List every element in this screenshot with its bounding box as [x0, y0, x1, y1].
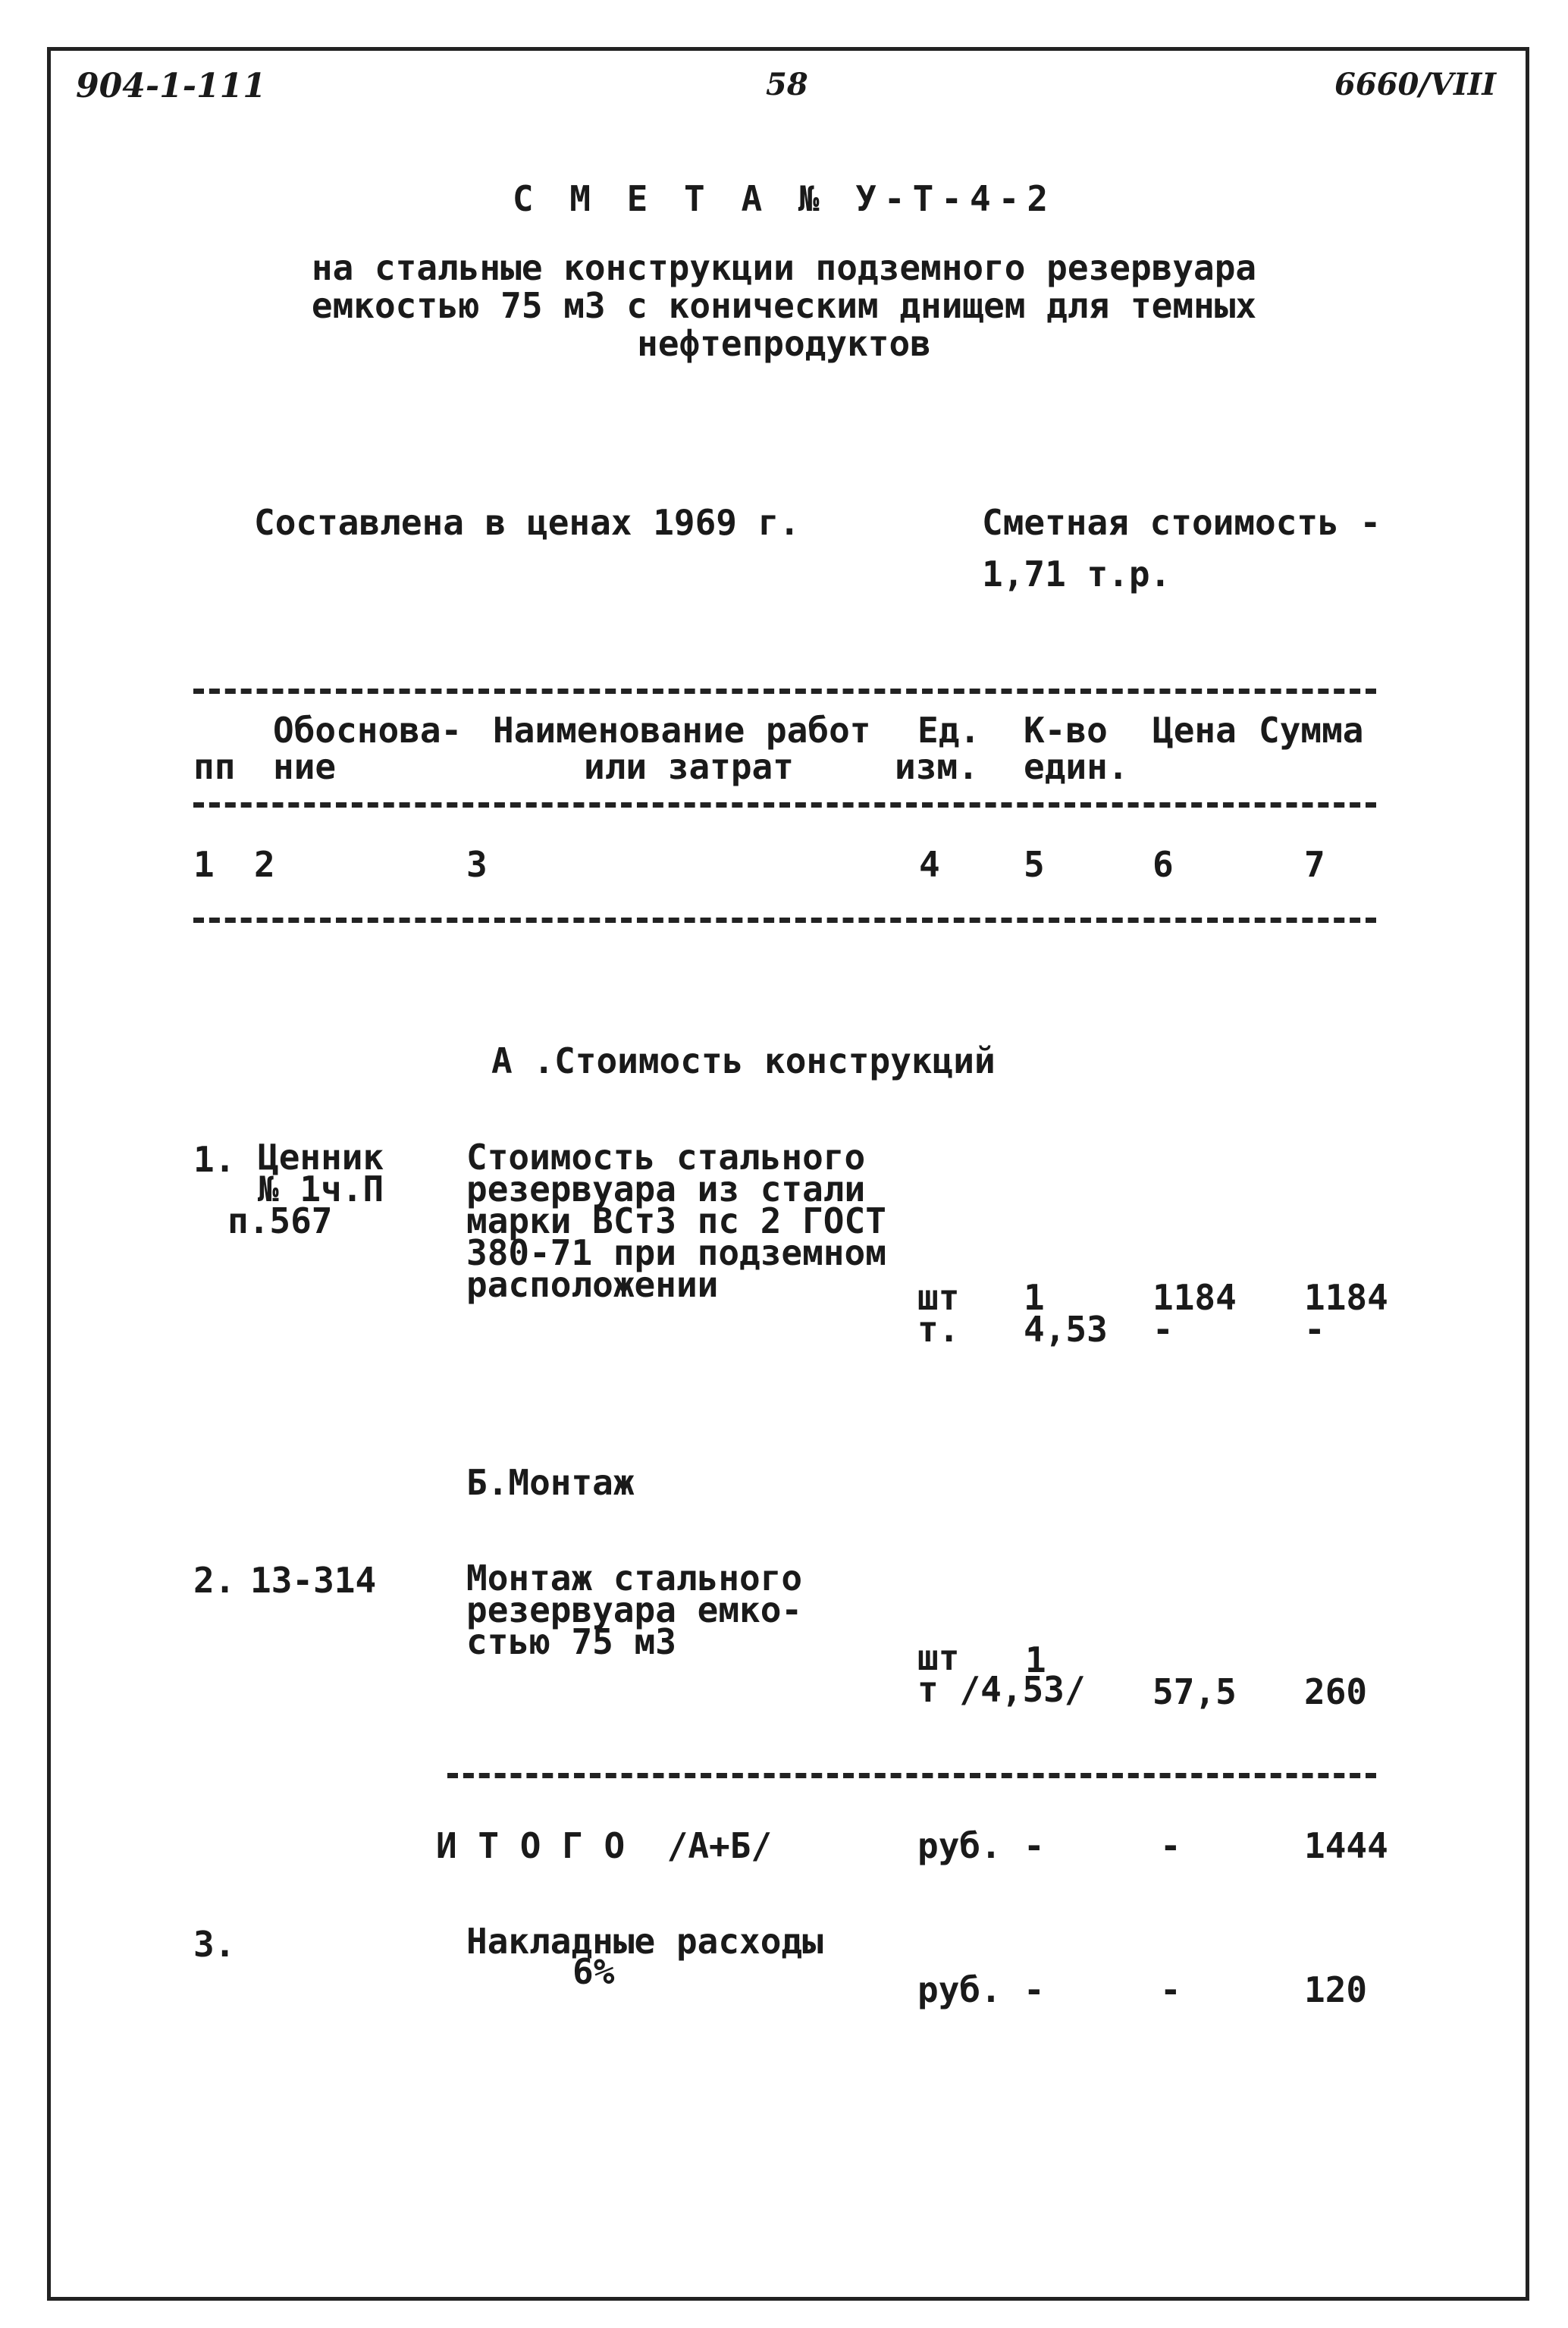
total-price: - — [1160, 1825, 1181, 1866]
col-header-qty-line: К-во — [1024, 710, 1108, 751]
row2-sum: 260 — [1304, 1671, 1368, 1712]
prices-year: Составлена в ценах 1969 г. — [254, 502, 801, 543]
section-b-title: Б.Монтаж — [466, 1462, 635, 1503]
row2-basis: 13-314 — [250, 1560, 377, 1601]
row1-sum-line: - — [1304, 1309, 1325, 1350]
row1-name-line: резервуара из стали — [466, 1169, 866, 1209]
header-rule-top — [193, 689, 1376, 694]
page-number: 58 — [766, 67, 808, 102]
col-header-num: пп — [193, 746, 236, 787]
row2-qty: 1 — [1025, 1639, 1046, 1680]
row1-price-line: - — [1152, 1309, 1174, 1350]
row1-unit — [917, 1277, 960, 1350]
row3-name — [466, 1921, 823, 1992]
col-header-qty-line: един. — [1024, 746, 1129, 787]
col-header-name — [493, 712, 871, 785]
col-header-name-line: или затрат — [584, 746, 794, 787]
col-header-basis-line: ние — [273, 746, 337, 787]
row1-unit-line: т. — [917, 1309, 960, 1350]
row3-sum: 120 — [1304, 1969, 1368, 2010]
row1-qty-line: 4,53 — [1024, 1309, 1108, 1350]
col-number: 1 — [193, 844, 215, 885]
row2-name — [466, 1558, 803, 1662]
row1-name-line: расположении — [466, 1264, 719, 1305]
row1-qty — [1024, 1277, 1108, 1350]
row1-name — [466, 1137, 886, 1305]
col-header-unit-line: Ед. — [917, 710, 981, 751]
document-code: 904-1-111 — [76, 67, 266, 105]
row1-sum-line: 1184 — [1304, 1277, 1388, 1318]
header-rule-mid — [193, 802, 1376, 808]
row1-price — [1152, 1277, 1237, 1350]
col-number: 5 — [1024, 844, 1045, 885]
total-sum: 1444 — [1304, 1825, 1388, 1866]
total-qty: - — [1024, 1825, 1045, 1866]
col-header-basis-line: Обоснова- — [273, 710, 463, 751]
row3-qty: - — [1024, 1969, 1045, 2010]
row3-name-line: Накладные расходы — [466, 1921, 823, 1962]
doc-title: С М Е Т А № У-Т-4-2 — [512, 178, 1056, 219]
row3-num: 3. — [193, 1924, 236, 1965]
row1-name-line: Стоимость стального — [466, 1137, 866, 1178]
row1-sum — [1304, 1277, 1388, 1350]
row2-unit-line: шт — [917, 1637, 960, 1678]
row1-basis-line: п.567 — [227, 1200, 333, 1241]
col-number: 6 — [1152, 844, 1174, 885]
row1-unit-line: шт — [917, 1277, 960, 1318]
col-header-qty — [1024, 712, 1128, 785]
row1-price-line: 1184 — [1152, 1277, 1237, 1318]
row3-price: - — [1160, 1969, 1181, 2010]
row3-unit: руб. — [917, 1969, 1002, 2010]
col-header-price: Цена — [1152, 710, 1237, 751]
total-rule — [447, 1773, 1376, 1778]
estimated-cost-label: Сметная стоимость - — [982, 502, 1381, 543]
row1-name-line: 380-71 при подземном — [466, 1232, 886, 1273]
row1-qty-line: 1 — [1024, 1277, 1045, 1318]
archive-ref: 6660/VIII — [1334, 67, 1497, 102]
row3-name-line: 6% — [572, 1951, 615, 1992]
row2-name-line: стью 75 м3 — [466, 1621, 676, 1662]
row1-name-line: марки ВСт3 пс 2 ГОСТ — [466, 1200, 886, 1241]
row2-price: 57,5 — [1152, 1671, 1237, 1712]
subtitle-line: емкостью 75 м3 с коническим днищем для темных — [311, 285, 1257, 326]
col-header-sum: Сумма — [1259, 710, 1364, 751]
subtitle-line: нефтепродуктов — [637, 323, 931, 364]
col-header-basis — [273, 712, 462, 785]
col-number: 7 — [1304, 844, 1325, 885]
col-number: 4 — [919, 844, 940, 885]
total-label: И Т О Г О /А+Б/ — [436, 1825, 773, 1866]
section-a-title: А .Стоимость конструкций — [491, 1040, 996, 1081]
col-header-unit — [895, 712, 980, 785]
row1-basis — [227, 1137, 384, 1241]
row1-num: 1. — [193, 1139, 236, 1180]
col-header-name-line: Наименование работ — [493, 710, 871, 751]
col-number: 2 — [254, 844, 275, 885]
total-unit: руб. — [917, 1825, 1002, 1866]
col-number: 3 — [466, 844, 488, 885]
row2-unit — [917, 1637, 1086, 1710]
doc-subtitle — [0, 249, 1568, 362]
header-rule-bottom — [193, 918, 1376, 923]
row1-basis-line: № 1ч.П — [258, 1169, 384, 1209]
row2-name-line: резервуара емко- — [466, 1589, 803, 1630]
row2-num: 2. — [193, 1560, 236, 1601]
row2-unit-line: т /4,53/ — [917, 1669, 1086, 1710]
estimated-cost-value: 1,71 т.р. — [982, 554, 1171, 595]
subtitle-line: на стальные конструкции подземного резервуара — [311, 247, 1257, 288]
col-header-unit-line: изм. — [895, 746, 979, 787]
row1-basis-line: Ценник — [258, 1137, 384, 1178]
row2-name-line: Монтаж стального — [466, 1558, 803, 1599]
